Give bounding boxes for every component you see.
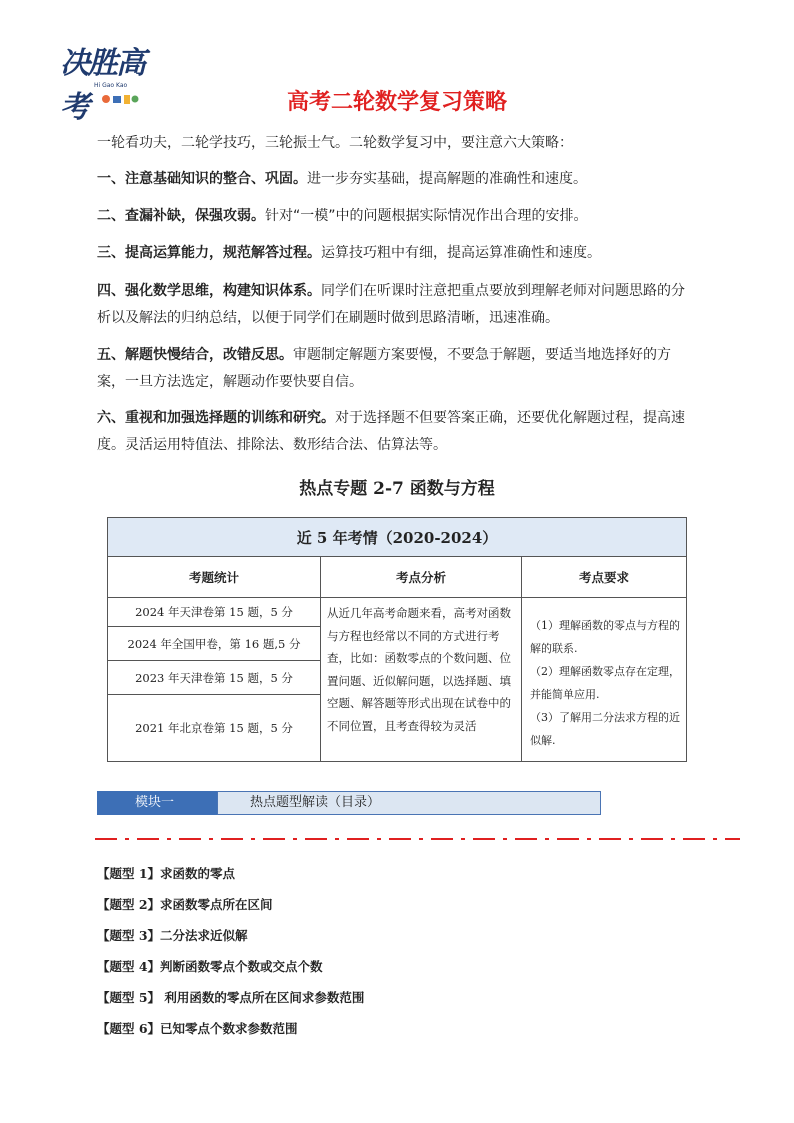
requirement-item: （3）了解用二分法求方程的近似解. xyxy=(530,711,680,747)
strategy-6 xyxy=(97,405,697,459)
strategy-heading: 三、提高运算能力，规范解答过程。 xyxy=(97,245,321,261)
strategy-4 xyxy=(97,278,697,332)
topic-item[interactable]: 【题型 6】已知零点个数求参数范围 xyxy=(97,1021,298,1036)
topic-item[interactable]: 【题型 1】求函数的零点 xyxy=(97,866,236,881)
requirement-item: （1）理解函数的零点与方程的解的联系. xyxy=(530,619,680,655)
table-cell-analysis: 从近几年高考命题来看，高考对函数与方程也经常以不同的方式进行考查，比如：函数零点的个数问题、位置问题、近似解问题，以选择题、填空题、解答题等形式出现在试卷中的不同位置，且考查得较为灵活 xyxy=(321,598,522,762)
strategy-5 xyxy=(97,342,697,396)
strategy-heading: 四、强化数学思维，构建知识体系。 xyxy=(97,283,321,299)
intro-paragraph: 一轮看功夫，二轮学技巧，三轮振士气。二轮数学复习中，要注意六大策略： xyxy=(97,135,573,151)
table-cell-stat: 2024 年全国甲卷，第 16 题,5 分 xyxy=(108,627,321,661)
strategy-heading: 六、重视和加强选择题的训练和研究。 xyxy=(97,410,335,426)
table-cell-stat: 2021 年北京卷第 15 题，5 分 xyxy=(108,695,321,762)
strategy-text: 对于选择题不但要答案正确，还要优化解题过程，提高速度。灵活运用特值法、排除法、数形结合法、估算法等。 xyxy=(97,410,685,453)
strategy-heading: 五、解题快慢结合，改错反思。 xyxy=(97,347,293,363)
topic-item[interactable]: 【题型 3】二分法求近似解 xyxy=(97,928,248,943)
topic-item[interactable]: 【题型 5】 利用函数的零点所在区间求参数范围 xyxy=(97,990,365,1005)
topic-list xyxy=(97,864,697,1050)
module-title: 热点题型解读（目录） xyxy=(217,791,601,815)
strategy-text: 运算技巧粗中有细，提高运算准确性和速度。 xyxy=(321,245,601,261)
exam-stats-table xyxy=(107,517,687,762)
section-title: 热点专题 2-7 函数与方程 xyxy=(299,479,495,499)
strategy-1 xyxy=(97,166,697,193)
strategy-text: 针对“一模”中的问题根据实际情况作出合理的安排。 xyxy=(265,208,588,224)
table-cell-requirements xyxy=(522,598,687,762)
strategy-heading: 二、查漏补缺，保强攻弱。 xyxy=(97,208,265,224)
topic-item[interactable]: 【题型 4】判断函数零点个数或交点个数 xyxy=(97,959,323,974)
table-cell-stat: 2024 年天津卷第 15 题，5 分 xyxy=(108,598,321,627)
dashed-divider xyxy=(95,838,740,840)
module-header xyxy=(97,791,599,815)
logo-subtext: Hi Gao Kao xyxy=(94,82,128,89)
strategy-text: 进一步夯实基础，提高解题的准确性和速度。 xyxy=(307,171,587,187)
table-cell-stat: 2023 年天津卷第 15 题，5 分 xyxy=(108,661,321,695)
strategy-text: 同学们在听课时注意把重点要放到理解老师对问题思路的分析以及解法的归纳总结，以便于同学们在刷题时做到思路清晰，迅速准确。 xyxy=(97,283,685,326)
requirement-item: （2）理解函数零点存在定理，并能简单应用. xyxy=(530,665,680,701)
table-header-requirements: 考点要求 xyxy=(522,557,687,598)
table-header-stats: 考题统计 xyxy=(108,557,321,598)
strategy-3 xyxy=(97,240,697,267)
logo-text: 决胜高考 xyxy=(60,46,144,125)
strategy-text: 审题制定解题方案要慢，不要急于解题，要适当地选择好的方案，一旦方法选定，解题动作要快要自信。 xyxy=(97,347,671,390)
strategy-2 xyxy=(97,203,697,230)
table-title: 近 5 年考情（2020-2024） xyxy=(108,518,687,557)
strategy-heading: 一、注意基础知识的整合、巩固。 xyxy=(97,171,307,187)
table-header-analysis: 考点分析 xyxy=(321,557,522,598)
page-title: 高考二轮数学复习策略 xyxy=(286,90,507,115)
topic-item[interactable]: 【题型 2】求函数零点所在区间 xyxy=(97,897,273,912)
module-label: 模块一 xyxy=(97,791,217,815)
